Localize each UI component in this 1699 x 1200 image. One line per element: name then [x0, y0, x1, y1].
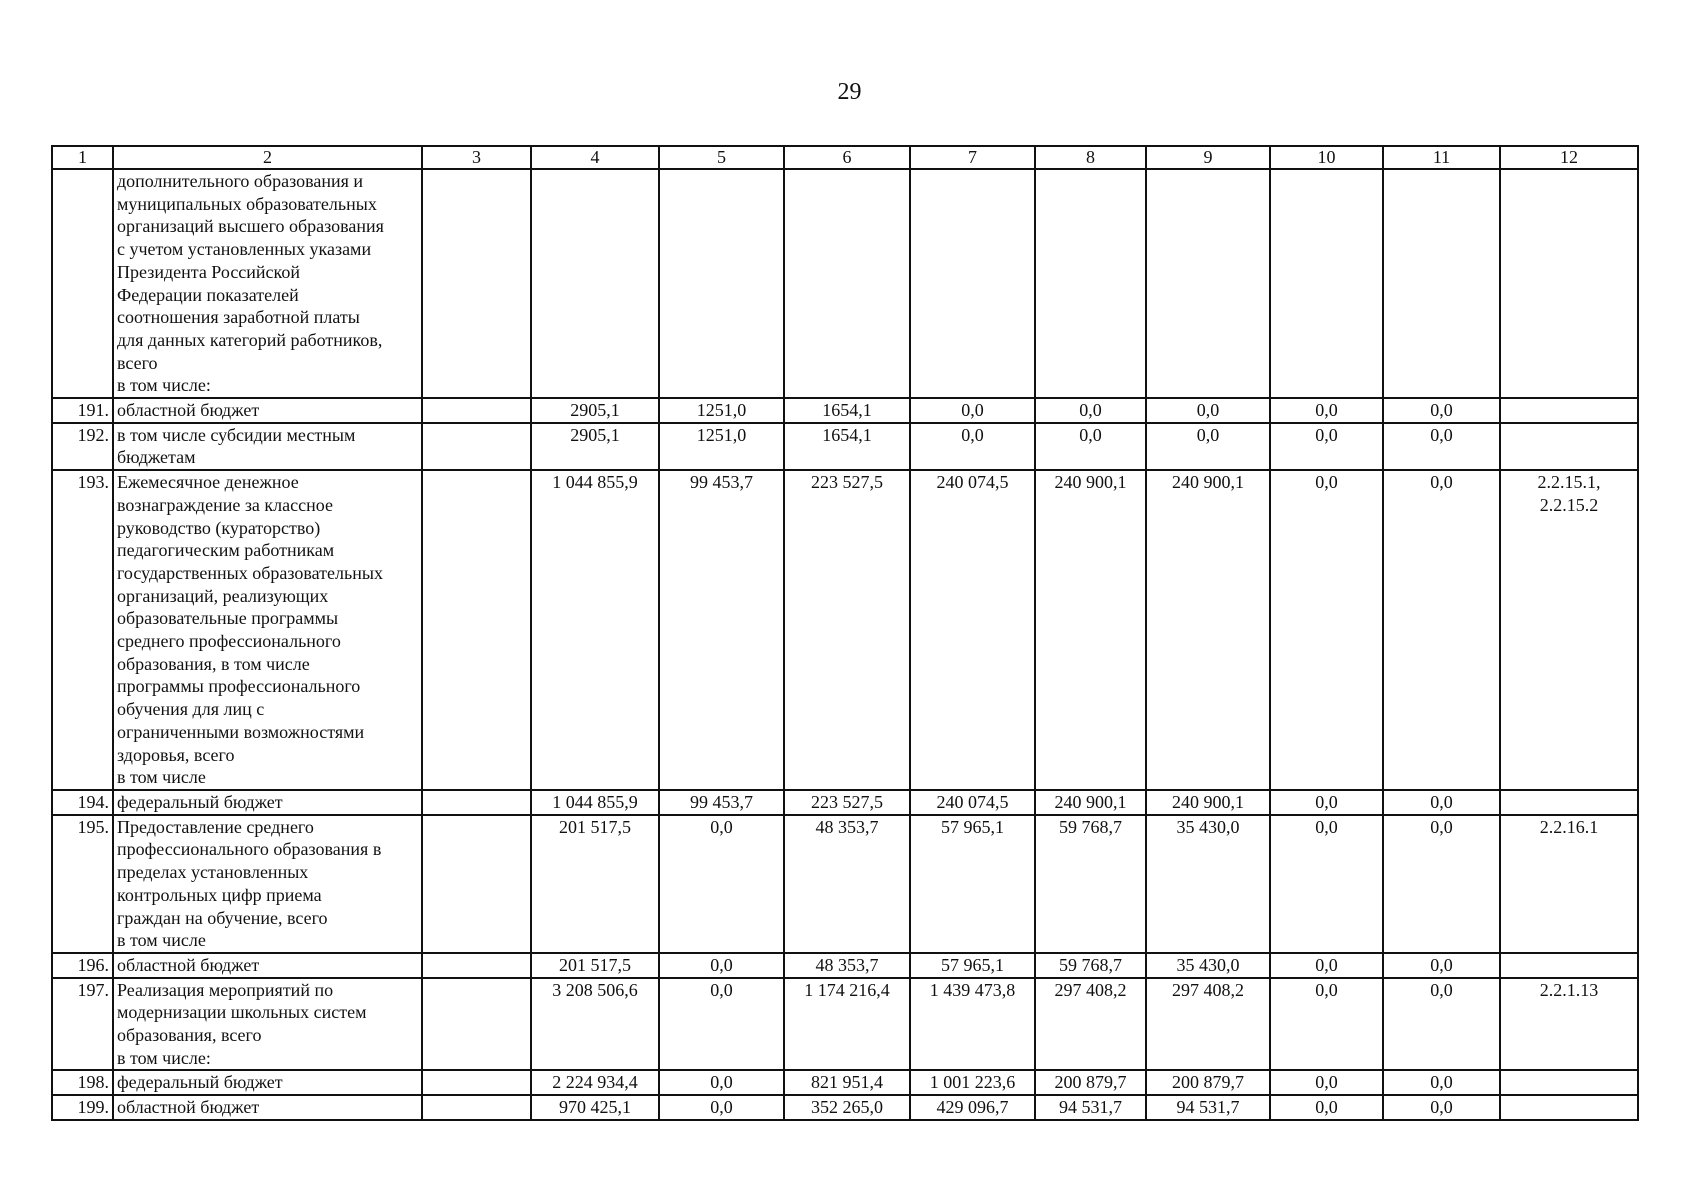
reference-cell — [1500, 423, 1638, 470]
table-body — [52, 146, 1638, 1120]
value-cell: 0,0 — [1270, 953, 1383, 978]
value-cell — [1146, 169, 1270, 398]
value-cell: 0,0 — [1270, 423, 1383, 470]
column-header: 1 — [52, 146, 113, 169]
row-number-cell: 197. — [52, 978, 113, 1071]
value-cell: 0,0 — [1383, 790, 1500, 815]
reference-cell: 2.2.1.13 — [1500, 978, 1638, 1071]
column-3-cell — [422, 1095, 531, 1120]
value-cell: 240 900,1 — [1035, 470, 1146, 790]
description-cell: Ежемесячное денежное вознаграждение за классное руководство (кураторство) педагогическим работникам государственных образовательных организаций, реализующих образовательные программы среднего профессионального образования, в том числе программы профессионального обучения для лиц с ограниченными возможностями здоровья, всего в том числе — [113, 470, 422, 790]
value-cell: 223 527,5 — [784, 790, 910, 815]
value-cell: 429 096,7 — [910, 1095, 1035, 1120]
value-cell: 2 224 934,4 — [531, 1070, 659, 1095]
value-cell: 0,0 — [910, 423, 1035, 470]
description-cell: Реализация мероприятий по модернизации школьных систем образования, всего в том числе: — [113, 978, 422, 1071]
value-cell — [1270, 169, 1383, 398]
row-number-cell: 196. — [52, 953, 113, 978]
table-row — [52, 953, 1638, 978]
reference-cell — [1500, 169, 1638, 398]
column-header: 8 — [1035, 146, 1146, 169]
value-cell: 970 425,1 — [531, 1095, 659, 1120]
value-cell — [531, 169, 659, 398]
value-cell: 1 044 855,9 — [531, 790, 659, 815]
description-cell: областной бюджет — [113, 398, 422, 423]
column-header: 4 — [531, 146, 659, 169]
value-cell — [1035, 169, 1146, 398]
reference-cell: 2.2.15.1, 2.2.15.2 — [1500, 470, 1638, 790]
row-number-cell: 198. — [52, 1070, 113, 1095]
column-3-cell — [422, 169, 531, 398]
reference-cell — [1500, 953, 1638, 978]
value-cell: 201 517,5 — [531, 815, 659, 953]
table-row — [52, 470, 1638, 790]
value-cell: 3 208 506,6 — [531, 978, 659, 1071]
value-cell: 0,0 — [1383, 815, 1500, 953]
column-3-cell — [422, 978, 531, 1071]
value-cell: 0,0 — [1383, 470, 1500, 790]
value-cell: 35 430,0 — [1146, 815, 1270, 953]
value-cell: 240 074,5 — [910, 790, 1035, 815]
value-cell: 352 265,0 — [784, 1095, 910, 1120]
value-cell: 0,0 — [1383, 978, 1500, 1071]
value-cell: 240 900,1 — [1035, 790, 1146, 815]
row-number-cell: 194. — [52, 790, 113, 815]
value-cell: 200 879,7 — [1146, 1070, 1270, 1095]
value-cell: 0,0 — [1035, 423, 1146, 470]
row-number-cell: 195. — [52, 815, 113, 953]
value-cell: 94 531,7 — [1146, 1095, 1270, 1120]
description-cell: федеральный бюджет — [113, 790, 422, 815]
value-cell: 0,0 — [1146, 398, 1270, 423]
description-cell: дополнительного образования и муниципальных образовательных организаций высшего образования с учетом установленных указами Президента Российской Федерации показателей соотношения заработной платы для данных категорий работников, всего в том числе: — [113, 169, 422, 398]
page-number: 29 — [837, 79, 862, 105]
value-cell: 1654,1 — [784, 398, 910, 423]
value-cell: 48 353,7 — [784, 953, 910, 978]
column-header: 7 — [910, 146, 1035, 169]
value-cell: 99 453,7 — [659, 470, 784, 790]
value-cell: 240 074,5 — [910, 470, 1035, 790]
value-cell: 57 965,1 — [910, 815, 1035, 953]
value-cell: 0,0 — [1383, 953, 1500, 978]
row-number-cell: 199. — [52, 1095, 113, 1120]
value-cell: 1251,0 — [659, 423, 784, 470]
description-cell: областной бюджет — [113, 953, 422, 978]
row-number-cell: 192. — [52, 423, 113, 470]
reference-cell — [1500, 1070, 1638, 1095]
value-cell: 0,0 — [659, 978, 784, 1071]
value-cell: 240 900,1 — [1146, 790, 1270, 815]
value-cell: 0,0 — [1383, 1070, 1500, 1095]
value-cell: 0,0 — [659, 1070, 784, 1095]
reference-cell: 2.2.16.1 — [1500, 815, 1638, 953]
value-cell: 0,0 — [1270, 398, 1383, 423]
description-cell: федеральный бюджет — [113, 1070, 422, 1095]
column-header-row — [52, 146, 1638, 169]
value-cell: 0,0 — [1146, 423, 1270, 470]
value-cell: 2905,1 — [531, 423, 659, 470]
value-cell: 297 408,2 — [1035, 978, 1146, 1071]
value-cell — [1383, 169, 1500, 398]
value-cell: 1251,0 — [659, 398, 784, 423]
column-header: 11 — [1383, 146, 1500, 169]
reference-cell — [1500, 398, 1638, 423]
value-cell: 0,0 — [1270, 1070, 1383, 1095]
column-3-cell — [422, 398, 531, 423]
value-cell — [910, 169, 1035, 398]
table-row — [52, 169, 1638, 398]
value-cell: 0,0 — [1383, 1095, 1500, 1120]
row-number-cell: 193. — [52, 470, 113, 790]
table-row — [52, 423, 1638, 470]
value-cell: 297 408,2 — [1146, 978, 1270, 1071]
value-cell — [784, 169, 910, 398]
value-cell: 59 768,7 — [1035, 953, 1146, 978]
value-cell: 94 531,7 — [1035, 1095, 1146, 1120]
value-cell: 0,0 — [1270, 1095, 1383, 1120]
value-cell: 99 453,7 — [659, 790, 784, 815]
value-cell: 0,0 — [1270, 815, 1383, 953]
table-row — [52, 978, 1638, 1071]
value-cell: 0,0 — [1270, 790, 1383, 815]
table-row — [52, 398, 1638, 423]
value-cell: 35 430,0 — [1146, 953, 1270, 978]
table-row — [52, 1095, 1638, 1120]
column-header: 3 — [422, 146, 531, 169]
description-cell: областной бюджет — [113, 1095, 422, 1120]
column-3-cell — [422, 1070, 531, 1095]
value-cell: 821 951,4 — [784, 1070, 910, 1095]
value-cell: 2905,1 — [531, 398, 659, 423]
table-row — [52, 790, 1638, 815]
value-cell: 59 768,7 — [1035, 815, 1146, 953]
column-header: 2 — [113, 146, 422, 169]
table-row — [52, 815, 1638, 953]
value-cell: 1 439 473,8 — [910, 978, 1035, 1071]
value-cell: 0,0 — [659, 815, 784, 953]
value-cell: 201 517,5 — [531, 953, 659, 978]
column-3-cell — [422, 815, 531, 953]
column-3-cell — [422, 790, 531, 815]
value-cell: 200 879,7 — [1035, 1070, 1146, 1095]
value-cell: 0,0 — [1270, 470, 1383, 790]
value-cell: 1 001 223,6 — [910, 1070, 1035, 1095]
value-cell: 1 044 855,9 — [531, 470, 659, 790]
value-cell: 223 527,5 — [784, 470, 910, 790]
column-header: 12 — [1500, 146, 1638, 169]
value-cell: 0,0 — [1383, 423, 1500, 470]
value-cell: 1654,1 — [784, 423, 910, 470]
value-cell: 0,0 — [659, 1095, 784, 1120]
column-header: 10 — [1270, 146, 1383, 169]
reference-cell — [1500, 1095, 1638, 1120]
budget-table — [51, 145, 1639, 1121]
value-cell: 1 174 216,4 — [784, 978, 910, 1071]
row-number-cell: 191. — [52, 398, 113, 423]
value-cell: 240 900,1 — [1146, 470, 1270, 790]
value-cell: 0,0 — [659, 953, 784, 978]
description-cell: Предоставление среднего профессионального образования в пределах установленных контрольных цифр приема граждан на обучение, всего в том числе — [113, 815, 422, 953]
column-header: 9 — [1146, 146, 1270, 169]
value-cell: 0,0 — [910, 398, 1035, 423]
value-cell — [659, 169, 784, 398]
reference-cell — [1500, 790, 1638, 815]
column-header: 5 — [659, 146, 784, 169]
table-row — [52, 1070, 1638, 1095]
value-cell: 0,0 — [1270, 978, 1383, 1071]
value-cell: 57 965,1 — [910, 953, 1035, 978]
column-3-cell — [422, 470, 531, 790]
description-cell: в том числе субсидии местным бюджетам — [113, 423, 422, 470]
value-cell: 0,0 — [1035, 398, 1146, 423]
value-cell: 0,0 — [1383, 398, 1500, 423]
column-header: 6 — [784, 146, 910, 169]
column-3-cell — [422, 423, 531, 470]
value-cell: 48 353,7 — [784, 815, 910, 953]
row-number-cell — [52, 169, 113, 398]
column-3-cell — [422, 953, 531, 978]
